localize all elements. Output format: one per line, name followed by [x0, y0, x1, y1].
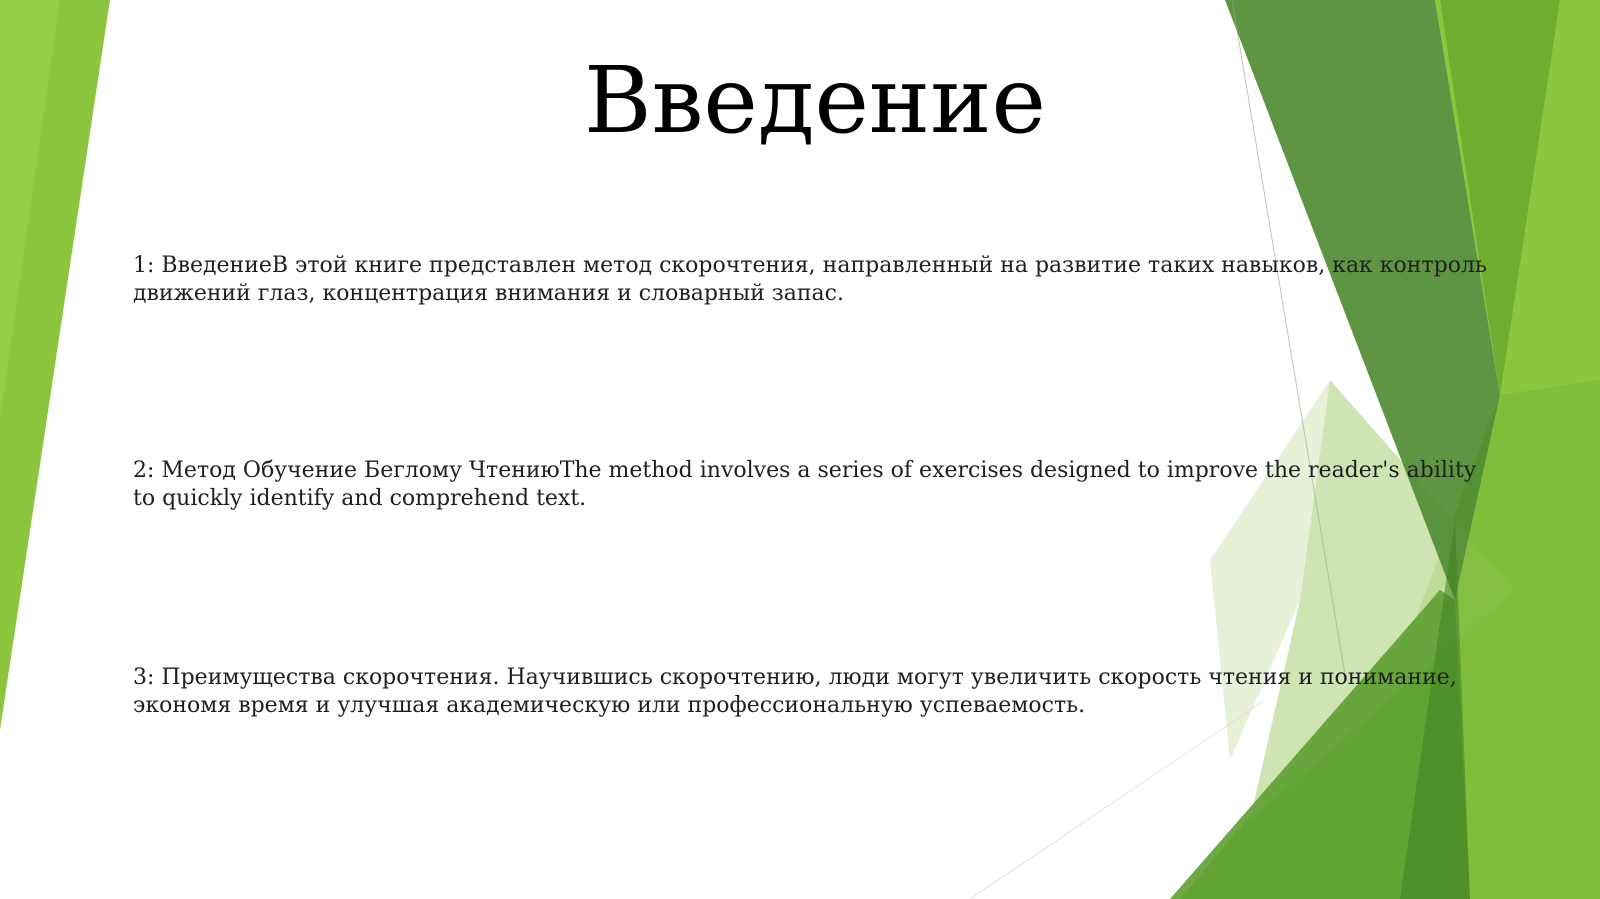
point-3-text: 3: Преимущества скорочтения. Научившись скорочтению, люди могут увеличить скорость чтения и понимание, экономя время и улучшая академическую или профессиональную успеваемость. [133, 665, 1457, 718]
point-2-text: 2: Метод Обучение Беглому ЧтениюThe method involves a series of exercises designed to improve the reader's ability to quickly identify and comprehend text. [133, 458, 1477, 511]
point-1-text: 1: ВведениеВ этой книге представлен метод скорочтения, направленный на развитие таких навыков, как контроль движений глаз, концентрация внимания и словарный запас. [133, 253, 1487, 306]
slide-title: Введение [583, 47, 1047, 154]
